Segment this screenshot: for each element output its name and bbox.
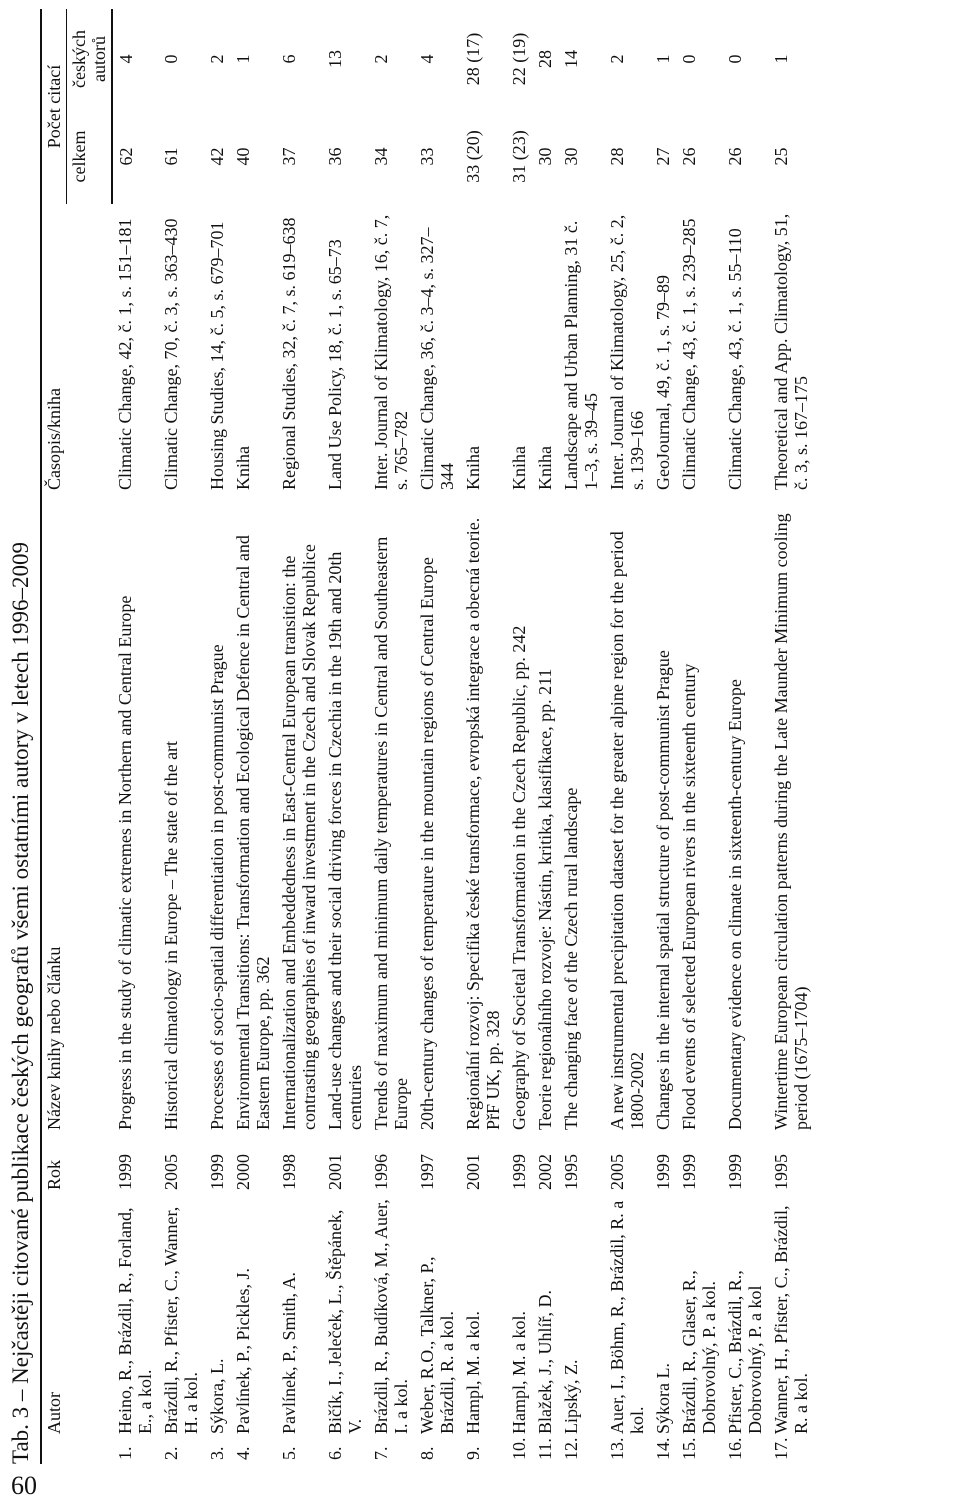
cell-ceskych: 13: [325, 50, 345, 68]
cell-autor: [368, 1194, 414, 1464]
cell-celkem: 28: [607, 147, 627, 166]
cell-nazev: Documentary evidence on climate in sixteenth-century Europe: [725, 679, 745, 1130]
cell-autor: [532, 1194, 558, 1464]
table-row: [112, 9, 158, 1464]
cell-nazev: Changes in the internal spatial structure of post-communist Prague: [653, 650, 673, 1130]
row-rank: 6.: [325, 1446, 345, 1460]
cell-autor: [768, 1194, 814, 1464]
autor-wrap: [115, 1198, 155, 1460]
cell-nazev: The changing face of the Czech rural landscape: [561, 787, 581, 1130]
cell-autor: [506, 1194, 532, 1464]
table-row: [414, 9, 460, 1464]
cell-nazev: Trends of maximum and minimum daily temperatures in Central and Southeastern Europe: [371, 536, 411, 1130]
row-autor: Sýkora L.: [653, 1363, 673, 1434]
autor-wrap: [607, 1198, 647, 1460]
cell-autor: [204, 1194, 230, 1464]
cell-nazev: Progress in the study of climatic extremes in Northern and Central Europe: [115, 595, 135, 1130]
autor-wrap: [233, 1198, 253, 1460]
cell-ceskych: 4: [116, 54, 136, 64]
cell-autor: [414, 1194, 460, 1464]
cell-rok: 2000: [233, 1154, 253, 1190]
cell-nazev: Wintertime European circulation patterns during the Late Maunder Minimum cooling period (1675–1704): [771, 513, 811, 1130]
cell-casopis: Kniha: [233, 446, 253, 490]
row-rank: 7.: [371, 1446, 391, 1460]
cell-nazev: Regionální rozvoj: Specifika české transformace, evropská integrace a obecná teorie. PřF UK, pp. 328: [463, 517, 503, 1130]
row-rank: 12.: [561, 1437, 581, 1460]
row-autor: Lipský, Z.: [561, 1359, 581, 1434]
cell-ceskych: 1: [653, 54, 673, 64]
table-row: [604, 9, 650, 1464]
table-row: [204, 9, 230, 1464]
cell-casopis: Housing Studies, 14, č. 5, s. 679–701: [207, 221, 227, 490]
autor-wrap: [207, 1198, 227, 1460]
row-rank: 5.: [279, 1446, 299, 1460]
autor-wrap: [725, 1198, 765, 1460]
autor-wrap: [417, 1198, 457, 1460]
table-row: [676, 9, 722, 1464]
row-rank: 14.: [653, 1437, 673, 1460]
row-rank: 2.: [161, 1446, 181, 1460]
table-container: [4, 9, 814, 1464]
header-ceskych: českých autorů: [67, 9, 113, 109]
cell-autor: [558, 1194, 604, 1464]
cell-nazev: Historical climatology in Europe – The state of the art: [161, 740, 181, 1130]
cell-ceskych: 0: [161, 54, 181, 64]
row-autor: Wanner, H., Pfister, C., Brázdil, R. a kol.: [771, 1205, 811, 1434]
table-row: [276, 9, 322, 1464]
cell-casopis: Climatic Change, 36, č. 3–4, s. 327–344: [417, 227, 457, 490]
cell-casopis: Climatic Change, 70, č. 3, s. 363–430: [161, 218, 181, 490]
cell-rok: 2001: [463, 1154, 483, 1190]
table-row: [506, 9, 532, 1464]
cell-casopis: Inter. Journal of Klimatology, 16, č. 7, s. 765–782: [371, 214, 411, 490]
row-rank: 3.: [207, 1446, 227, 1460]
cell-celkem: 37: [279, 147, 299, 166]
cell-celkem: 25: [771, 147, 791, 166]
table-row: [768, 9, 814, 1464]
cell-rok: 1998: [279, 1154, 299, 1190]
cell-autor: [230, 1194, 276, 1464]
cell-ceskych: 0: [725, 54, 745, 64]
cell-ceskych: 28: [535, 50, 555, 68]
cell-celkem: 42: [207, 147, 227, 166]
table-row: [558, 9, 604, 1464]
row-autor: Sýkora, L.: [207, 1358, 227, 1434]
cell-celkem: 26: [725, 147, 745, 166]
cell-autor: [650, 1194, 676, 1464]
cell-celkem: 36: [325, 147, 345, 166]
table-row: [322, 9, 368, 1464]
cell-rok: 1999: [653, 1154, 673, 1190]
citations-table: [40, 9, 814, 1464]
cell-autor: [112, 1194, 158, 1464]
row-autor: Heino, R., Brázdil, R., Forland, E., a kol.: [115, 1207, 155, 1434]
cell-nazev: Teorie regionálního rozvoje: Nástin, kritika, klasifikace, pp. 211: [535, 668, 555, 1130]
row-rank: 9.: [463, 1446, 483, 1460]
cell-autor: [460, 1194, 506, 1464]
cell-autor: [722, 1194, 768, 1464]
cell-ceskych: 1: [771, 54, 791, 64]
autor-wrap: [561, 1198, 581, 1460]
autor-wrap: [653, 1198, 673, 1460]
row-autor: Hampl, M. a kol.: [463, 1311, 483, 1434]
cell-rok: 1999: [725, 1154, 745, 1190]
table-caption: Tab. 3 – Nejčastěji citované publikace českých geografů všemi ostatními autory v letech 1996–2009: [8, 542, 33, 1464]
row-autor: Brázdil, R., Budíková, M., Auer, I. a kol.: [371, 1199, 411, 1434]
cell-casopis: GeoJournal, 49, č. 1, s. 79–89: [653, 275, 673, 490]
cell-casopis: Landscape and Urban Planning, 31 č. 1–3, s. 39–45: [561, 220, 601, 490]
cell-rok: 2002: [535, 1154, 555, 1190]
cell-nazev: Flood events of selected European rivers in the sixteenth century: [679, 663, 699, 1130]
cell-nazev: Internationalization and Embeddedness in East-Central European transition: the contrasting geographies of inward investment in the Czech and Slovak Republice: [279, 544, 319, 1130]
page-number: 60: [11, 1471, 37, 1500]
cell-rok: 1999: [207, 1154, 227, 1190]
row-autor: Hampl, M. a kol.: [509, 1311, 529, 1434]
cell-celkem: 30: [535, 147, 555, 166]
row-autor: Brázdil, R., Glaser, R., Dobrovolný, P. a kol.: [679, 1270, 719, 1434]
row-autor: Pavlínek, P., Smith, A.: [279, 1271, 299, 1434]
autor-wrap: [771, 1198, 811, 1460]
table-row: [650, 9, 676, 1464]
table-row: [230, 9, 276, 1464]
cell-rok: 1999: [509, 1154, 529, 1190]
cell-celkem: 61: [161, 147, 181, 166]
cell-ceskych: 28 (17): [463, 32, 483, 86]
row-autor: Bičík, I., Jeleček, L., Štěpánek, V.: [325, 1209, 365, 1434]
cell-casopis: Regional Studies, 32, č. 7, s. 619–638: [279, 217, 299, 490]
table-row: [532, 9, 558, 1464]
autor-wrap: [679, 1198, 719, 1460]
row-autor: Pavlínek, P., Pickles, J.: [233, 1267, 253, 1434]
row-autor: Auer, I., Böhm, R., Brázdil, R. a kol.: [607, 1200, 647, 1434]
cell-celkem: 26: [679, 147, 699, 166]
cell-rok: 1995: [561, 1154, 581, 1190]
row-rank: 13.: [607, 1437, 627, 1460]
cell-rok: 1996: [371, 1154, 391, 1190]
cell-celkem: 34: [371, 147, 391, 166]
autor-wrap: [325, 1198, 365, 1460]
cell-rok: 2005: [161, 1154, 181, 1190]
cell-rok: 2001: [325, 1154, 345, 1190]
row-rank: 8.: [417, 1446, 437, 1460]
cell-ceskych: 6: [279, 54, 299, 64]
cell-ceskych: 22 (19): [509, 32, 529, 86]
table-row: [158, 9, 204, 1464]
cell-nazev: A new instrumental precipitation dataset for the greater alpine region for the period 1800-2002: [607, 531, 647, 1130]
cell-ceskych: 0: [679, 54, 699, 64]
cell-celkem: 27: [653, 147, 673, 166]
cell-rok: 2005: [607, 1154, 627, 1190]
cell-casopis: Climatic Change, 43, č. 1, s. 239–285: [679, 218, 699, 490]
row-rank: 10.: [509, 1437, 529, 1460]
cell-autor: [158, 1194, 204, 1464]
cell-celkem: 33 (20): [463, 130, 483, 183]
cell-nazev: Geography of Societal Transformation in the Czech Republic, pp. 242: [509, 625, 529, 1130]
cell-rok: 1999: [115, 1154, 135, 1190]
table-row: [368, 9, 414, 1464]
cell-casopis: Kniha: [509, 446, 529, 490]
cell-celkem: 40: [233, 147, 253, 166]
header-nazev: Název knihy nebo článku: [41, 494, 112, 1134]
row-rank: 16.: [725, 1437, 745, 1460]
table-body: [112, 9, 814, 1464]
row-rank: 11.: [535, 1438, 555, 1460]
cell-ceskych: 4: [417, 54, 437, 64]
autor-wrap: [161, 1198, 201, 1460]
autor-wrap: [371, 1198, 411, 1460]
header-rok: Rok: [41, 1134, 112, 1194]
cell-autor: [322, 1194, 368, 1464]
cell-casopis: Land Use Policy, 18, č. 1, s. 65–73: [325, 239, 345, 490]
cell-ceskych: 2: [371, 54, 391, 64]
cell-casopis: Climatic Change, 42, č. 1, s. 151–181: [115, 218, 135, 490]
cell-nazev: Environmental Transitions: Transformation and Ecological Defence in Central and Eastern Europe, pp. 362: [233, 535, 273, 1130]
cell-casopis: Kniha: [463, 446, 483, 490]
row-autor: Brázdil, R., Pfister, C., Wanner, H. a kol.: [161, 1206, 201, 1434]
row-autor: Pfister, C., Brázdil, R., Dobrovolný, P. a kol: [725, 1270, 765, 1434]
row-rank: 17.: [771, 1437, 791, 1460]
cell-ceskych: 2: [207, 54, 227, 64]
cell-casopis: Climatic Change, 43, č. 1, s. 55–110: [725, 228, 745, 490]
table-row: [460, 9, 506, 1464]
cell-rok: 1999: [679, 1154, 699, 1190]
header-autor: Autor: [41, 1194, 112, 1464]
table-row: [722, 9, 768, 1464]
row-autor: Weber, R.O., Talkner, P., Brázdil, R. a kol.: [417, 1256, 457, 1434]
cell-ceskych: 2: [607, 54, 627, 64]
row-rank: 15.: [679, 1437, 699, 1460]
cell-casopis: Inter. Journal of Klimatology, 25, č. 2, s. 139–166: [607, 214, 647, 490]
header-pocet-citaci: Počet citací: [41, 9, 67, 204]
row-rank: 4.: [233, 1446, 253, 1460]
cell-casopis: Kniha: [535, 446, 555, 490]
header-casopis: Časopis/kniha: [41, 204, 112, 494]
autor-wrap: [535, 1198, 555, 1460]
cell-nazev: Processes of socio-spatial differentiation in post-communist Prague: [207, 644, 227, 1130]
cell-rok: 1997: [417, 1154, 437, 1190]
row-rank: 1.: [115, 1446, 135, 1460]
table-header: [41, 9, 112, 1464]
cell-celkem: 62: [116, 147, 136, 166]
header-celkem: celkem: [67, 109, 113, 204]
cell-rok: 1995: [771, 1154, 791, 1190]
cell-nazev: 20th-century changes of temperature in the mountain regions of Central Europe: [417, 557, 437, 1130]
cell-celkem: 33: [417, 147, 437, 166]
cell-nazev: Land-use changes and their social driving forces in Czechia in the 19th and 20th centuries: [325, 551, 365, 1130]
autor-wrap: [509, 1198, 529, 1460]
cell-ceskych: 14: [561, 50, 581, 68]
cell-casopis: Theoretical and App. Climatology, 51, č. 3, s. 167–175: [771, 213, 811, 490]
cell-autor: [604, 1194, 650, 1464]
cell-celkem: 31 (23): [509, 130, 529, 183]
autor-wrap: [463, 1198, 483, 1460]
cell-celkem: 30: [561, 147, 581, 166]
row-autor: Blažek, J., Uhlíř, D.: [535, 1290, 555, 1434]
autor-wrap: [279, 1198, 299, 1460]
cell-autor: [276, 1194, 322, 1464]
cell-autor: [676, 1194, 722, 1464]
cell-ceskych: 1: [233, 54, 253, 64]
